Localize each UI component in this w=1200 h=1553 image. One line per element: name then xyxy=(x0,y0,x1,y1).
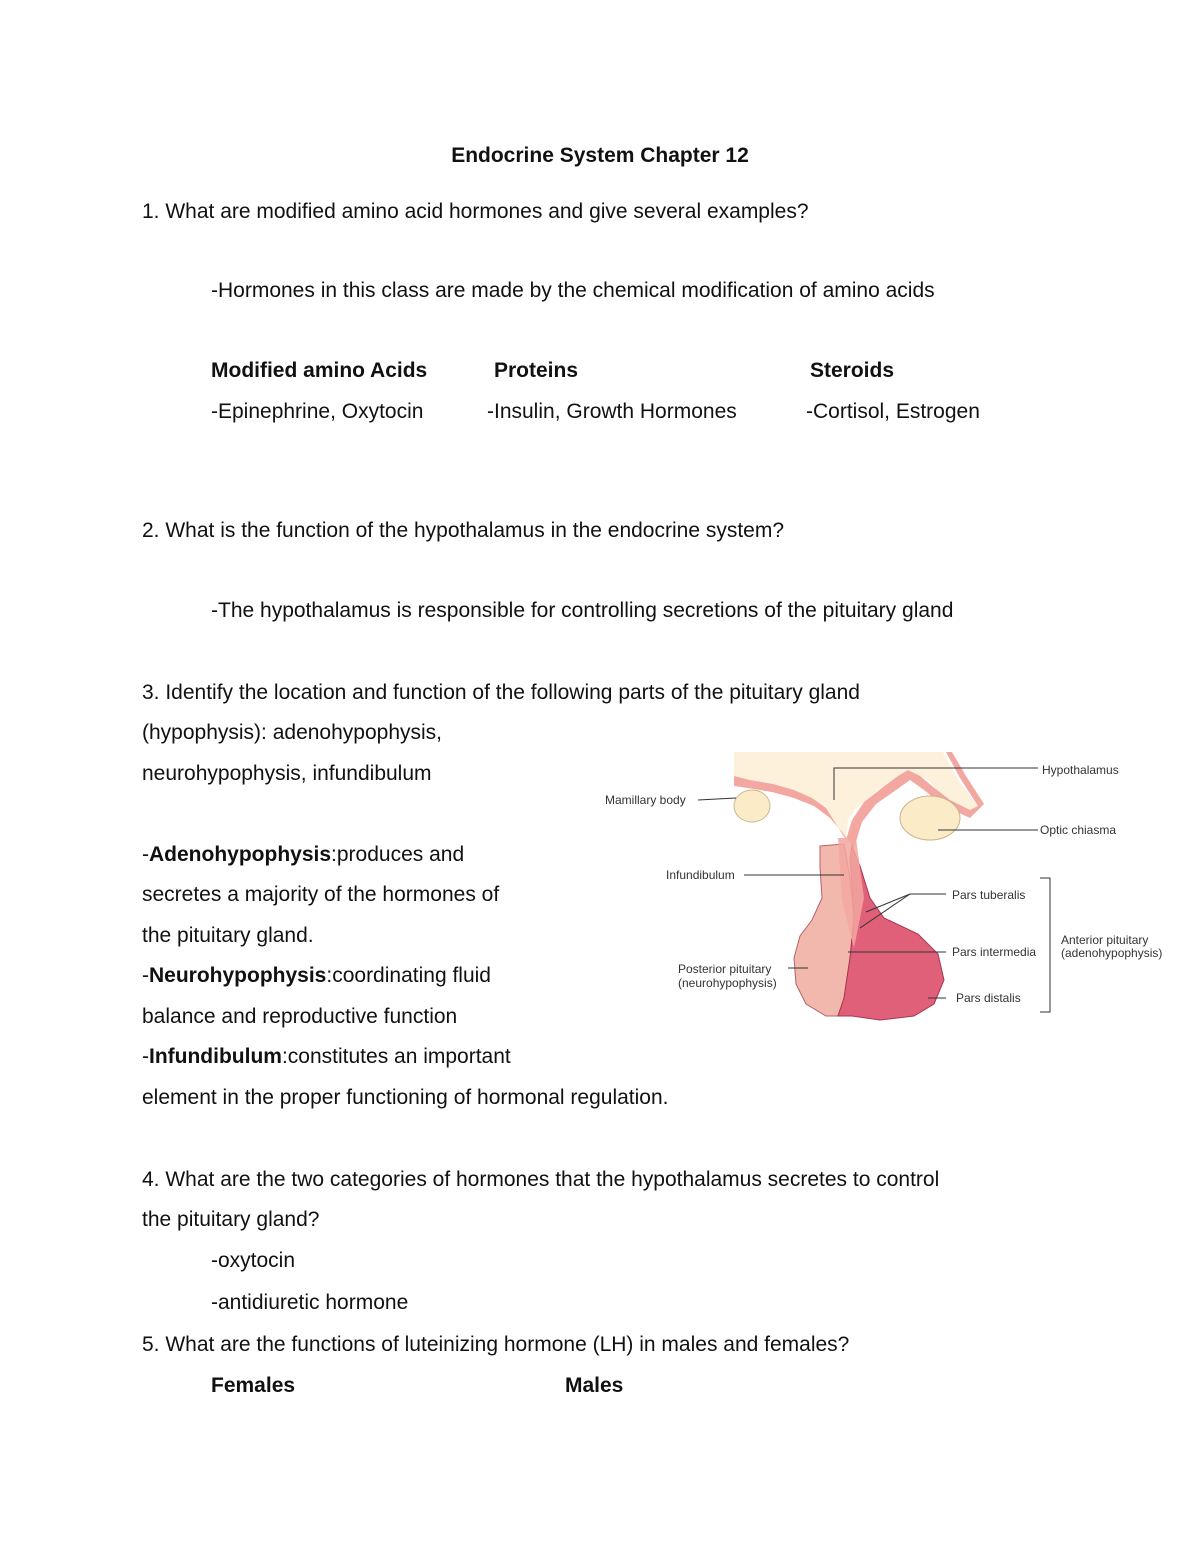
answer-1: -Hormones in this class are made by the chemical modification of amino acids xyxy=(211,279,935,302)
adenohypophysis-answer xyxy=(142,842,464,868)
label-optic-chiasma: Optic chiasma xyxy=(1040,823,1117,837)
dash: - xyxy=(142,843,149,866)
label-hypothalamus: Hypothalamus xyxy=(1042,763,1119,777)
anterior-bracket xyxy=(1040,878,1050,1012)
adenohypophysis-text: :produces and xyxy=(331,843,465,866)
label-infundibulum: Infundibulum xyxy=(666,868,735,882)
neurohypophysis-answer xyxy=(142,963,491,989)
label-posterior-1: Posterior pituitary xyxy=(678,962,772,976)
neurohypophysis-line-2: balance and reproductive function xyxy=(142,1005,458,1028)
table-header-steroids: Steroids xyxy=(810,359,895,382)
infundibulum-answer xyxy=(142,1044,511,1070)
answer-4-adh: -antidiuretic hormone xyxy=(211,1291,409,1314)
adenohypophysis-line-3: the pituitary gland. xyxy=(142,924,314,947)
infundibulum-text: :constitutes an important xyxy=(281,1045,511,1068)
adenohypophysis-term: Adenohypophysis xyxy=(149,843,332,866)
q5-header-males: Males xyxy=(565,1374,624,1397)
q5-header-females: Females xyxy=(211,1374,296,1397)
label-pars-intermedia: Pars intermedia xyxy=(952,945,1037,959)
answer-4-oxytocin: -oxytocin xyxy=(211,1249,296,1272)
table-value-amino: -Epinephrine, Oxytocin xyxy=(211,400,424,423)
label-pars-distalis: Pars distalis xyxy=(956,991,1021,1005)
adenohypophysis-line-2: secretes a majority of the hormones of xyxy=(142,883,500,906)
question-1: 1. What are modified amino acid hormones and give several examples? xyxy=(142,200,809,223)
question-4-line-1: 4. What are the two categories of hormones that the hypothalamus secretes to control xyxy=(142,1168,940,1191)
mamillary-body xyxy=(734,790,770,822)
dash: - xyxy=(142,1045,149,1068)
table-value-steroids: -Cortisol, Estrogen xyxy=(806,400,980,423)
table-header-amino: Modified amino Acids xyxy=(211,359,428,382)
neurohypophysis-term: Neurohypophysis xyxy=(149,964,327,987)
question-4-line-2: the pituitary gland? xyxy=(142,1208,320,1231)
question-3-line-2: (hypophysis): adenohypophysis, xyxy=(142,721,443,744)
table-value-proteins: -Insulin, Growth Hormones xyxy=(487,400,737,423)
infundibulum-term: Infundibulum xyxy=(149,1045,282,1068)
question-3-line-1: 3. Identify the location and function of the following parts of the pituitary gland xyxy=(142,681,860,704)
label-mamillary-body: Mamillary body xyxy=(605,793,686,807)
leader-mamillary xyxy=(698,798,736,800)
label-posterior-2: (neurohypophysis) xyxy=(678,976,777,990)
label-anterior-2: (adenohypophysis) xyxy=(1061,946,1163,960)
neurohypophysis-text: :coordinating fluid xyxy=(326,964,491,987)
question-3-line-3: neurohypophysis, infundibulum xyxy=(142,762,432,785)
question-5: 5. What are the functions of luteinizing hormone (LH) in males and females? xyxy=(142,1333,850,1356)
answer-2: -The hypothalamus is responsible for controlling secretions of the pituitary gland xyxy=(211,599,954,622)
label-pars-tuberalis: Pars tuberalis xyxy=(952,888,1026,902)
question-2: 2. What is the function of the hypothalamus in the endocrine system? xyxy=(142,519,785,542)
optic-chiasma xyxy=(900,796,960,840)
table-header-proteins: Proteins xyxy=(494,359,579,382)
pituitary-diagram xyxy=(598,748,1178,1028)
dash: - xyxy=(142,964,149,987)
label-anterior-1: Anterior pituitary xyxy=(1061,933,1149,947)
page-title: Endocrine System Chapter 12 xyxy=(451,144,749,167)
infundibulum-line-2: element in the proper functioning of hormonal regulation. xyxy=(142,1086,669,1109)
